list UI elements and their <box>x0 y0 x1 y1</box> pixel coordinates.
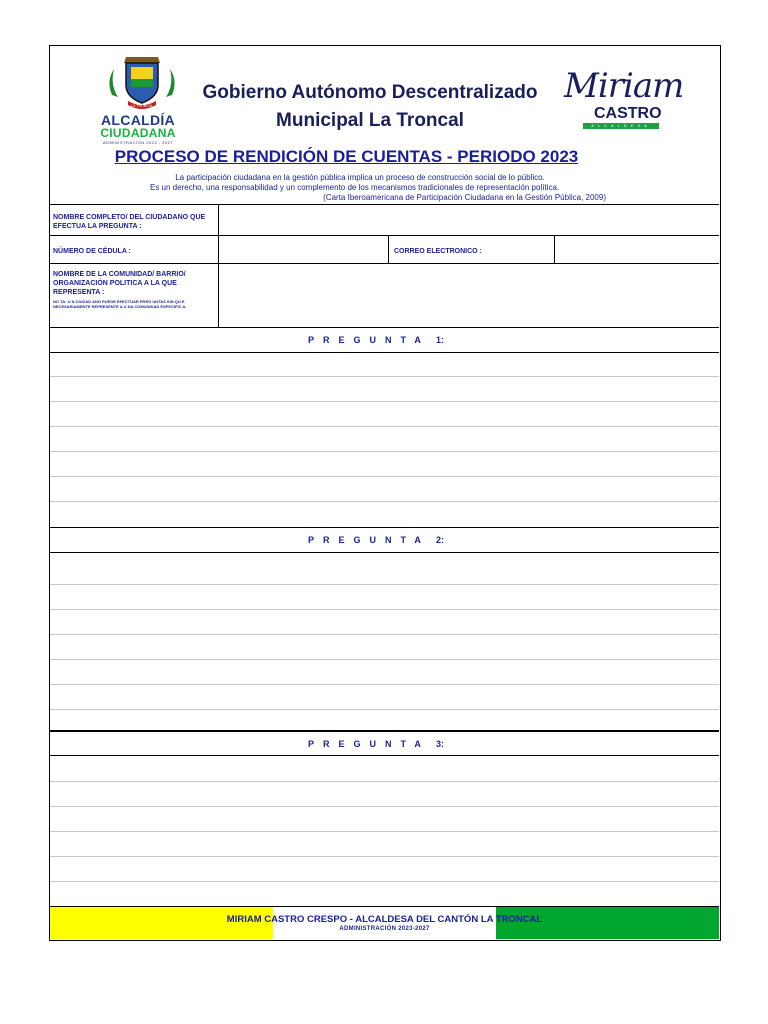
logo-alcaldia-text: ALCALDÍA <box>101 112 175 128</box>
email-field[interactable] <box>554 236 719 263</box>
answer-line[interactable] <box>50 501 719 502</box>
email-label: CORREO ELECTRONICO : <box>394 248 482 255</box>
citizen-form <box>50 204 719 327</box>
answer-line[interactable] <box>50 709 719 710</box>
intro-line-1: La participación ciudadana en la gestión pública implica un proceso de construcción social de lo público. <box>175 173 545 182</box>
logo-admin-text: ADMINISTRACIÓN 2023 - 2027 <box>102 140 174 145</box>
id-number-label: NÚMERO DE CÉDULA : <box>53 248 131 255</box>
full-name-row <box>50 204 719 235</box>
page-title-line1: Gobierno Autónomo Descentralizado <box>202 82 538 103</box>
answer-line[interactable] <box>50 584 719 585</box>
intro-line-3: (Carta Iberoamericana de Participación Ciudadana en la Gestión Pública, 2009) <box>323 193 606 202</box>
subtitle: PROCESO DE RENDICIÓN DE CUENTAS - PERIODO 2023 <box>114 147 579 166</box>
community-row <box>50 263 719 327</box>
answer-line[interactable] <box>50 426 719 427</box>
alcaldia-logo <box>94 51 182 146</box>
answer-line[interactable] <box>50 659 719 660</box>
community-label-cell <box>50 270 218 309</box>
answer-line[interactable] <box>50 684 719 685</box>
question-3-number: 3: <box>436 739 445 749</box>
community-field[interactable] <box>218 264 719 327</box>
alcaldesa-logo <box>564 66 684 132</box>
answer-line[interactable] <box>50 451 719 452</box>
logo-castro-text: CASTRO <box>594 105 662 122</box>
email-label-cell <box>388 236 554 263</box>
intro-text <box>150 173 620 203</box>
answer-line[interactable] <box>50 806 719 807</box>
footer-band <box>50 906 719 939</box>
question-1-header <box>50 327 719 353</box>
document-sheet <box>49 45 721 941</box>
logo-ciudadana-text: CIUDADANA <box>100 126 176 140</box>
id-number-field[interactable] <box>218 236 388 263</box>
intro-line-2: Es un derecho, una responsabilidad y un complemento de los mecanismos tradicionales de representación política. <box>150 183 560 192</box>
question-3-header <box>50 730 719 756</box>
answer-line[interactable] <box>50 856 719 857</box>
answer-line[interactable] <box>50 476 719 477</box>
question-3-label: PREGUNTA <box>308 739 430 749</box>
question-2-header <box>50 527 719 553</box>
page-title-line2: Municipal La Troncal <box>276 110 464 131</box>
svg-text:LA TRONCAL: LA TRONCAL <box>130 104 154 108</box>
footer-name: MIRIAM CASTRO CRESPO - ALCALDESA DEL CANTÓN LA TRONCAL <box>226 914 543 925</box>
answer-line[interactable] <box>50 634 719 635</box>
coat-of-arms-icon <box>104 51 180 113</box>
community-label: NOMBRE DE LA COMUNIDAD/ BARRIO/ ORGANIZACIÓN POLITICA A LA QUE REPRESENTA : <box>53 271 186 296</box>
community-note: NO TA: U N CIUDAD ANO PUEDE EFECTUAR PREG UNTAS SIN QU E NECESARIAMENTE REPRESENTE A U NA COMUNIDAD ESPECIFIC A. <box>53 299 187 309</box>
logo-script-text: Miriam <box>564 66 684 106</box>
answer-line[interactable] <box>50 376 719 377</box>
full-name-label: NOMBRE COMPLETO/ DEL CIUDADANO QUE EFECTUA LA PREGUNTA : <box>53 214 206 230</box>
answer-line[interactable] <box>50 609 719 610</box>
answer-line[interactable] <box>50 401 719 402</box>
logo-bar-text: ALCALDESA <box>583 123 659 129</box>
answer-line[interactable] <box>50 881 719 882</box>
footer-admin: ADMINISTRACIÓN 2023-2027 <box>339 926 430 932</box>
answer-line[interactable] <box>50 781 719 782</box>
full-name-field[interactable] <box>218 205 719 235</box>
question-1-number: 1: <box>436 335 445 345</box>
answer-line[interactable] <box>50 831 719 832</box>
question-2-number: 2: <box>436 535 445 545</box>
question-1-label: PREGUNTA <box>308 335 430 345</box>
id-email-row <box>50 235 719 263</box>
question-2-label: PREGUNTA <box>308 535 430 545</box>
